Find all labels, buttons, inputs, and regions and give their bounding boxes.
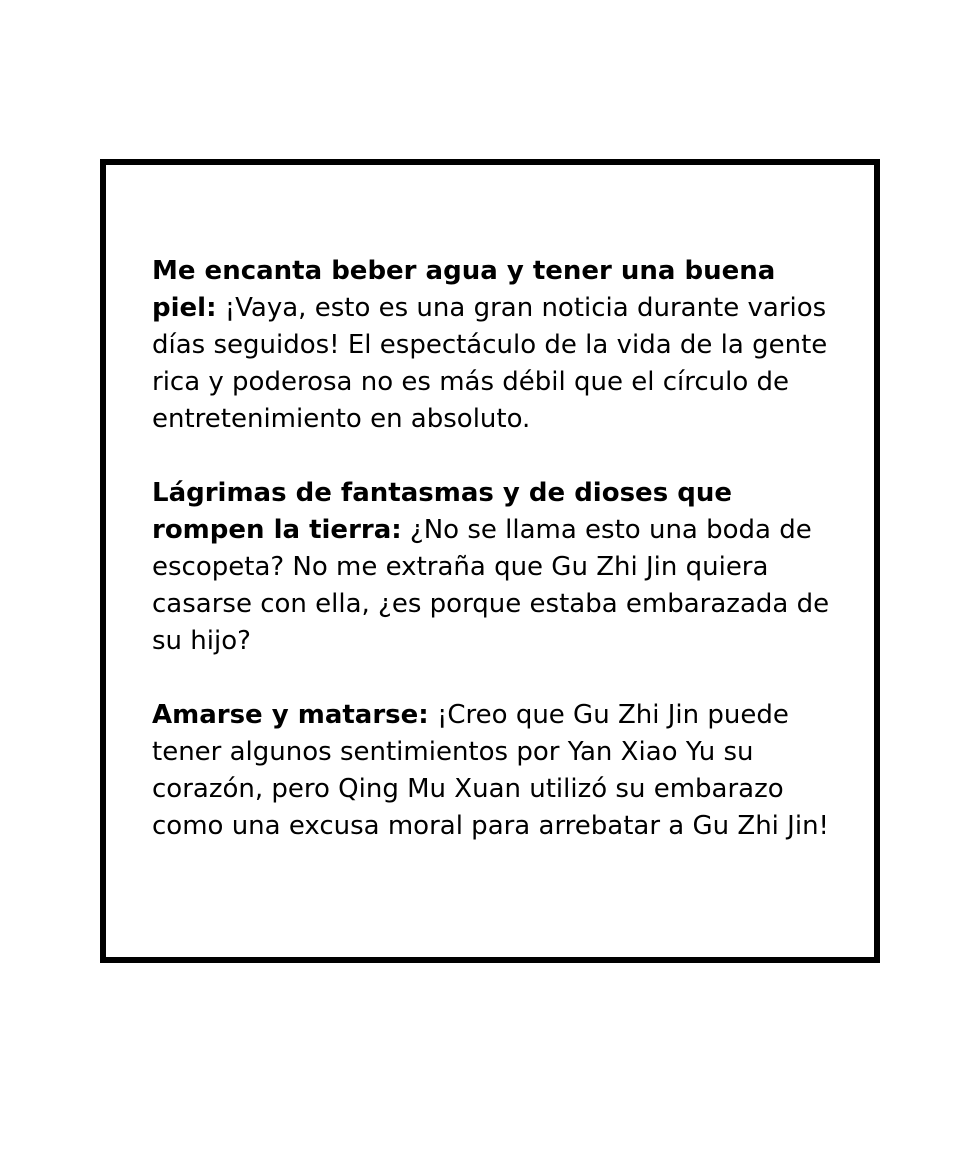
paragraph-lead: Lágrimas de fantasmas y de dioses que rompen la tierra: <box>152 478 732 545</box>
paragraph-text: ¿No se llama esto una boda de escopeta? No me extraña que Gu Zhi Jin quiera casarse con ella, ¿es porque estaba embarazada de su hijo? <box>152 515 830 656</box>
paragraph <box>152 475 836 660</box>
paragraph-text: ¡Vaya, esto es una gran noticia durante varios días seguidos! El espectáculo de la vida de la gente rica y poderosa no es más débil que el círculo de entretenimiento en absoluto. <box>152 293 828 434</box>
paragraph-text: ¡Creo que Gu Zhi Jin puede tener algunos sentimientos por Yan Xiao Yu su corazón, pero Qing Mu Xuan utilizó su embarazo como una excusa moral para arrebatar a Gu Zhi Jin! <box>152 700 829 841</box>
paragraph <box>152 697 836 845</box>
comment-panel-content <box>106 165 874 845</box>
paragraph-lead: Me encanta beber agua y tener una buena piel: <box>152 256 776 323</box>
paragraph-lead: Amarse y matarse: <box>152 700 429 730</box>
comment-panel <box>100 159 880 963</box>
paragraph <box>152 253 836 438</box>
